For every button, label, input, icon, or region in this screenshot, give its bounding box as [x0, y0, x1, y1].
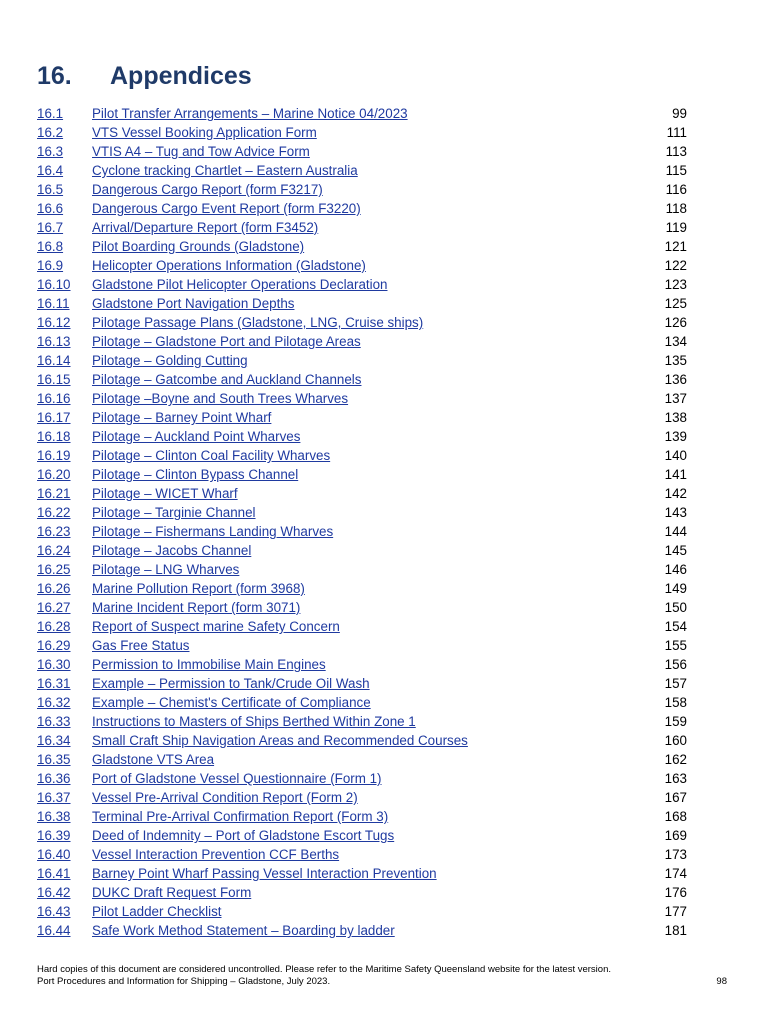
- appendix-toc: [37, 104, 687, 940]
- toc-entry-title-link[interactable]: Report of Suspect marine Safety Concern: [92, 619, 340, 634]
- toc-entry[interactable]: [37, 484, 687, 503]
- toc-entry[interactable]: [37, 902, 687, 921]
- toc-entry[interactable]: [37, 104, 687, 123]
- toc-entry[interactable]: [37, 199, 687, 218]
- toc-entry-page-number: 141: [664, 467, 687, 482]
- toc-entry-page-number: 135: [664, 353, 687, 368]
- toc-entry-number-link[interactable]: 16.33: [37, 714, 71, 729]
- toc-entry-number-link[interactable]: 16.20: [37, 467, 71, 482]
- toc-entry-page-number: 156: [664, 657, 687, 672]
- toc-entry-number-link[interactable]: 16.8: [37, 239, 64, 254]
- toc-entry-title-link[interactable]: Pilotage – Gatcombe and Auckland Channels: [92, 372, 362, 387]
- toc-entry-title-link[interactable]: Pilotage – Auckland Point Wharves: [92, 429, 301, 444]
- toc-entry-number-link[interactable]: 16.39: [37, 828, 71, 843]
- toc-entry-title-link[interactable]: Instructions to Masters of Ships Berthed Within Zone 1: [92, 714, 416, 729]
- toc-entry[interactable]: [37, 522, 687, 541]
- toc-entry-number-link[interactable]: 16.2: [37, 125, 64, 140]
- toc-entry[interactable]: [37, 883, 687, 902]
- toc-entry-page-number: 154: [664, 619, 687, 634]
- footer-disclaimer: Hard copies of this document are considered uncontrolled. Please refer to the Maritime Safety Queensland website for the latest version.: [37, 964, 611, 975]
- toc-entry[interactable]: [37, 313, 687, 332]
- toc-entry-number-link[interactable]: 16.41: [37, 866, 71, 881]
- toc-entry-number-link[interactable]: 16.15: [37, 372, 71, 387]
- toc-entry[interactable]: [37, 845, 687, 864]
- toc-entry-page-number: 176: [664, 885, 687, 900]
- toc-entry-title-link[interactable]: Pilotage – Clinton Coal Facility Wharves: [92, 448, 331, 463]
- toc-entry-page-number: 136: [664, 372, 687, 387]
- toc-entry-number-link[interactable]: 16.14: [37, 353, 71, 368]
- toc-entry-page-number: 140: [664, 448, 687, 463]
- toc-entry[interactable]: [37, 693, 687, 712]
- toc-entry[interactable]: [37, 389, 687, 408]
- toc-entry[interactable]: [37, 503, 687, 522]
- toc-entry-title-link[interactable]: Terminal Pre-Arrival Confirmation Report (Form 3): [92, 809, 389, 824]
- toc-entry[interactable]: [37, 807, 687, 826]
- toc-entry-number-link[interactable]: 16.17: [37, 410, 71, 425]
- toc-entry-number-link[interactable]: 16.21: [37, 486, 71, 501]
- toc-entry-title-link[interactable]: DUKC Draft Request Form: [92, 885, 252, 900]
- toc-entry-number-link[interactable]: 16.30: [37, 657, 71, 672]
- toc-entry-page-number: 160: [664, 733, 687, 748]
- toc-entry-title-link[interactable]: Marine Incident Report (form 3071): [92, 600, 301, 615]
- toc-entry[interactable]: [37, 218, 687, 237]
- toc-entry[interactable]: [37, 655, 687, 674]
- toc-entry-number-link[interactable]: 16.24: [37, 543, 71, 558]
- toc-entry-title-link[interactable]: Marine Pollution Report (form 3968): [92, 581, 305, 596]
- toc-entry-page-number: 167: [664, 790, 687, 805]
- toc-entry[interactable]: [37, 427, 687, 446]
- toc-entry-title-link[interactable]: Pilot Ladder Checklist: [92, 904, 222, 919]
- toc-entry-page-number: 134: [664, 334, 687, 349]
- toc-entry[interactable]: [37, 180, 687, 199]
- toc-entry-page-number: 155: [664, 638, 687, 653]
- toc-entry-title-link[interactable]: Pilotage – Clinton Bypass Channel: [92, 467, 299, 482]
- toc-entry-page-number: 139: [664, 429, 687, 444]
- toc-entry-number-link[interactable]: 16.18: [37, 429, 71, 444]
- toc-entry-title-link[interactable]: Deed of Indemnity – Port of Gladstone Escort Tugs: [92, 828, 395, 843]
- toc-entry-page-number: 174: [664, 866, 687, 881]
- toc-entry-number-link[interactable]: 16.11: [37, 296, 70, 311]
- toc-entry-number-link[interactable]: 16.36: [37, 771, 71, 786]
- toc-entry-page-number: 111: [666, 125, 687, 140]
- toc-entry-number-link[interactable]: 16.23: [37, 524, 71, 539]
- toc-entry[interactable]: [37, 788, 687, 807]
- toc-entry-number-link[interactable]: 16.7: [37, 220, 64, 235]
- toc-entry-number-link[interactable]: 16.22: [37, 505, 71, 520]
- toc-entry-page-number: 157: [664, 676, 687, 691]
- toc-entry[interactable]: [37, 826, 687, 845]
- toc-entry-number-link[interactable]: 16.35: [37, 752, 71, 767]
- toc-entry-title-link[interactable]: Dangerous Cargo Report (form F3217): [92, 182, 323, 197]
- toc-entry[interactable]: [37, 123, 687, 142]
- toc-entry-page-number: 145: [664, 543, 687, 558]
- toc-entry-number-link[interactable]: 16.9: [37, 258, 64, 273]
- toc-entry-page-number: 99: [672, 106, 687, 121]
- toc-entry-page-number: 123: [664, 277, 687, 292]
- toc-entry-page-number: 162: [664, 752, 687, 767]
- toc-entry-title-link[interactable]: Pilot Boarding Grounds (Gladstone): [92, 239, 305, 254]
- toc-entry-title-link[interactable]: Pilotage – Targinie Channel: [92, 505, 256, 520]
- toc-entry-page-number: 137: [664, 391, 687, 406]
- toc-entry[interactable]: [37, 294, 687, 313]
- toc-entry-number-link[interactable]: 16.29: [37, 638, 71, 653]
- toc-entry-page-number: 158: [664, 695, 687, 710]
- toc-entry[interactable]: [37, 370, 687, 389]
- toc-entry-page-number: 125: [664, 296, 687, 311]
- footer-page-number: 98: [716, 976, 727, 987]
- toc-entry-title-link[interactable]: Pilotage – Fishermans Landing Wharves: [92, 524, 334, 539]
- toc-entry[interactable]: [37, 674, 687, 693]
- toc-entry-page-number: 168: [664, 809, 687, 824]
- toc-entry-page-number: 159: [664, 714, 687, 729]
- toc-entry-title-link[interactable]: Barney Point Wharf Passing Vessel Interaction Prevention: [92, 866, 437, 881]
- toc-entry[interactable]: [37, 142, 687, 161]
- toc-entry-number-link[interactable]: 16.28: [37, 619, 71, 634]
- toc-entry-number-link[interactable]: 16.38: [37, 809, 71, 824]
- toc-entry-title-link[interactable]: Gladstone VTS Area: [92, 752, 215, 767]
- toc-entry[interactable]: [37, 750, 687, 769]
- toc-entry-title-link[interactable]: Pilotage – LNG Wharves: [92, 562, 240, 577]
- toc-entry[interactable]: [37, 237, 687, 256]
- toc-entry-page-number: 173: [664, 847, 687, 862]
- toc-entry-page-number: 169: [664, 828, 687, 843]
- toc-entry[interactable]: [37, 617, 687, 636]
- toc-entry-number-link[interactable]: 16.13: [37, 334, 71, 349]
- toc-entry-number-link[interactable]: 16.10: [37, 277, 71, 292]
- toc-entry-title-link[interactable]: Pilotage – WICET Wharf: [92, 486, 238, 501]
- toc-entry[interactable]: [37, 769, 687, 788]
- toc-entry[interactable]: [37, 731, 687, 750]
- toc-entry-number-link[interactable]: 16.1: [37, 106, 64, 121]
- toc-entry-title-link[interactable]: Vessel Pre-Arrival Condition Report (Form 2): [92, 790, 358, 805]
- toc-entry-title-link[interactable]: Gladstone Pilot Helicopter Operations Declaration: [92, 277, 388, 292]
- toc-entry-number-link[interactable]: 16.40: [37, 847, 71, 862]
- toc-entry-number-link[interactable]: 16.6: [37, 201, 64, 216]
- toc-entry-title-link[interactable]: Pilotage – Barney Point Wharf: [92, 410, 272, 425]
- toc-entry-page-number: 118: [665, 201, 687, 216]
- toc-entry-page-number: 146: [664, 562, 687, 577]
- toc-entry-title-link[interactable]: Gas Free Status: [92, 638, 190, 653]
- toc-entry[interactable]: [37, 465, 687, 484]
- toc-entry[interactable]: [37, 598, 687, 617]
- toc-entry-number-link[interactable]: 16.3: [37, 144, 64, 159]
- toc-entry-title-link[interactable]: Pilotage – Gladstone Port and Pilotage Areas: [92, 334, 361, 349]
- toc-entry-page-number: 177: [664, 904, 687, 919]
- toc-entry-page-number: 121: [664, 239, 687, 254]
- toc-entry-title-link[interactable]: Permission to Immobilise Main Engines: [92, 657, 326, 672]
- toc-entry-title-link[interactable]: Example – Permission to Tank/Crude Oil Wash: [92, 676, 370, 691]
- toc-entry-page-number: 126: [664, 315, 687, 330]
- toc-entry-page-number: 138: [664, 410, 687, 425]
- toc-entry-title-link[interactable]: Safe Work Method Statement – Boarding by ladder: [92, 923, 395, 938]
- toc-entry-page-number: 143: [664, 505, 687, 520]
- toc-entry-number-link[interactable]: 16.43: [37, 904, 71, 919]
- toc-entry-number-link[interactable]: 16.26: [37, 581, 71, 596]
- toc-entry-title-link[interactable]: Pilotage – Jacobs Channel: [92, 543, 252, 558]
- toc-entry-title-link[interactable]: Port of Gladstone Vessel Questionnaire (Form 1): [92, 771, 382, 786]
- toc-entry-title-link[interactable]: Pilotage – Golding Cutting: [92, 353, 248, 368]
- toc-entry-number-link[interactable]: 16.31: [37, 676, 71, 691]
- toc-entry-page-number: 142: [664, 486, 687, 501]
- toc-entry[interactable]: [37, 921, 687, 940]
- toc-entry-page-number: 115: [665, 163, 687, 178]
- page-footer: [37, 964, 727, 988]
- toc-entry[interactable]: [37, 446, 687, 465]
- toc-entry-number-link[interactable]: 16.44: [37, 923, 71, 938]
- toc-entry[interactable]: [37, 256, 687, 275]
- toc-entry-page-number: 113: [665, 144, 687, 159]
- toc-entry-title-link[interactable]: Dangerous Cargo Event Report (form F3220): [92, 201, 361, 216]
- toc-entry[interactable]: [37, 864, 687, 883]
- toc-entry-title-link[interactable]: Small Craft Ship Navigation Areas and Recommended Courses: [92, 733, 468, 748]
- toc-entry-page-number: 149: [664, 581, 687, 596]
- toc-entry[interactable]: [37, 636, 687, 655]
- toc-entry[interactable]: [37, 408, 687, 427]
- toc-entry-title-link[interactable]: VTS Vessel Booking Application Form: [92, 125, 317, 140]
- toc-entry-title-link[interactable]: Cyclone tracking Chartlet – Eastern Australia: [92, 163, 358, 178]
- toc-entry[interactable]: [37, 275, 687, 294]
- toc-entry-title-link[interactable]: Helicopter Operations Information (Gladstone): [92, 258, 366, 273]
- toc-entry-page-number: 116: [665, 182, 687, 197]
- toc-entry-number-link[interactable]: 16.4: [37, 163, 64, 178]
- section-heading: [37, 62, 252, 91]
- toc-entry-number-link[interactable]: 16.32: [37, 695, 71, 710]
- toc-entry-title-link[interactable]: Pilotage Passage Plans (Gladstone, LNG, Cruise ships): [92, 315, 424, 330]
- section-title: Appendices: [110, 62, 252, 90]
- toc-entry-page-number: 163: [664, 771, 687, 786]
- toc-entry-title-link[interactable]: Arrival/Departure Report (form F3452): [92, 220, 319, 235]
- toc-entry-number-link[interactable]: 16.5: [37, 182, 64, 197]
- toc-entry[interactable]: [37, 161, 687, 180]
- toc-entry[interactable]: [37, 712, 687, 731]
- toc-entry[interactable]: [37, 579, 687, 598]
- toc-entry-number-link[interactable]: 16.16: [37, 391, 71, 406]
- toc-entry-title-link[interactable]: Gladstone Port Navigation Depths: [92, 296, 295, 311]
- toc-entry[interactable]: [37, 560, 687, 579]
- toc-entry-title-link[interactable]: Pilot Transfer Arrangements – Marine Notice 04/2023: [92, 106, 408, 121]
- toc-entry[interactable]: [37, 351, 687, 370]
- toc-entry-page-number: 181: [664, 923, 687, 938]
- toc-entry[interactable]: [37, 332, 687, 351]
- toc-entry-page-number: 150: [664, 600, 687, 615]
- toc-entry-number-link[interactable]: 16.34: [37, 733, 71, 748]
- toc-entry-number-link[interactable]: 16.27: [37, 600, 71, 615]
- toc-entry-page-number: 119: [665, 220, 687, 235]
- toc-entry-title-link[interactable]: Example – Chemist's Certificate of Compliance: [92, 695, 371, 710]
- toc-entry-number-link[interactable]: 16.42: [37, 885, 71, 900]
- toc-entry[interactable]: [37, 541, 687, 560]
- toc-entry-title-link[interactable]: VTIS A4 – Tug and Tow Advice Form: [92, 144, 310, 159]
- toc-entry-title-link[interactable]: Vessel Interaction Prevention CCF Berths: [92, 847, 340, 862]
- toc-entry-number-link[interactable]: 16.19: [37, 448, 71, 463]
- toc-entry-page-number: 122: [664, 258, 687, 273]
- toc-entry-page-number: 144: [664, 524, 687, 539]
- toc-entry-number-link[interactable]: 16.37: [37, 790, 71, 805]
- section-number: 16.: [37, 62, 72, 90]
- toc-entry-number-link[interactable]: 16.12: [37, 315, 71, 330]
- toc-entry-title-link[interactable]: Pilotage –Boyne and South Trees Wharves: [92, 391, 349, 406]
- toc-entry-number-link[interactable]: 16.25: [37, 562, 71, 577]
- footer-doc-title: Port Procedures and Information for Shipping – Gladstone, July 2023.: [37, 976, 331, 987]
